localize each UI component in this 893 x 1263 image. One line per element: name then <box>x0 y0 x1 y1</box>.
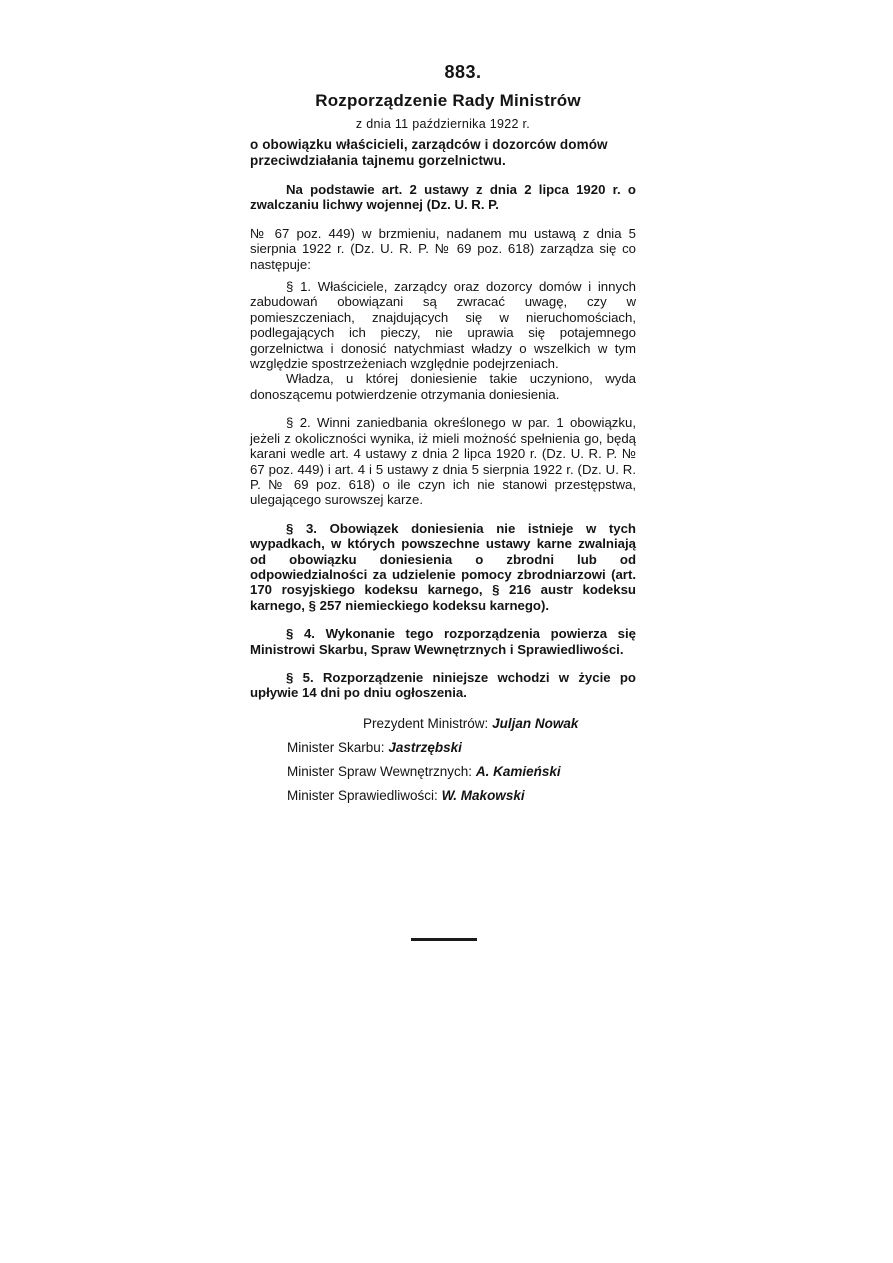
section-1-paragraph-2: Władza, u której doniesienie takie uczyniono, wyda donoszącemu potwierdzenie otrzymania doniesienia. <box>250 371 636 402</box>
signature-role: Minister Sprawiedliwości: <box>287 787 438 803</box>
signature-name: Jastrzębski <box>388 739 462 755</box>
signature-role: Minister Skarbu: <box>287 739 385 755</box>
signature-minister-interior <box>250 763 636 780</box>
document-page <box>250 62 636 811</box>
section-1-paragraph-1: § 1. Właściciele, zarządcy oraz dozorcy domów i innych zabudowań obowiązani są zwracać uwagę, czy w pomieszczeniach, znajdujących się w nieruchomościach, podlegających ich pieczy, nie uprawia się potajemnego gorzelnictwa i donosić natychmiast władzy o wszelkich w tym względzie spostrzeżeniach względnie podejrzeniach. <box>250 279 636 372</box>
section-2-paragraph: § 2. Winni zaniedbania określonego w par. 1 obowiązku, jeżeli z okoliczności wynika, iż mieli możność spełnienia go, będą karani wedle art. 4 ustawy z dnia 2 lipca 1920 r. (Dz. U. R. P. № 67 poz. 449) i art. 4 i 5 ustawy z dnia 5 sierpnia 1922 r. (Dz. U. R. P. № 69 poz. 618) o ile czyn ich nie stanowi przestępstwa, ulegającego surowszej karze. <box>250 415 636 508</box>
document-subject: o obowiązku właścicieli, zarządców i dozorców domów przeciwdziałania tajnemu gorzelnictwu. <box>250 137 608 168</box>
signatures-block <box>250 715 636 804</box>
document-title: Rozporządzenie Rady Ministrów <box>315 91 581 110</box>
signature-name: A. Kamieński <box>475 763 561 779</box>
signature-prime-minister <box>250 715 636 732</box>
document-number: 883. <box>444 62 482 82</box>
section-5-paragraph: § 5. Rozporządzenie niniejsze wchodzi w życie po upływie 14 dni po dniu ogłoszenia. <box>250 669 636 701</box>
section-4-paragraph: § 4. Wykonanie tego rozporządzenia powierza się Ministrowi Skarbu, Spraw Wewnętrznych i Sprawiedliwości. <box>250 626 636 657</box>
preamble-line-1: Na podstawie art. 2 ustawy z dnia 2 lipca 1920 r. o zwalczaniu lichwy wojennej (Dz. U. R. P. <box>250 182 636 213</box>
document-date: z dnia 11 października 1922 r. <box>355 117 531 131</box>
signature-name: Juljan Nowak <box>492 715 579 731</box>
closing-rule <box>411 938 477 941</box>
signature-minister-treasury <box>250 739 636 756</box>
signature-name: W. Makowski <box>441 787 525 803</box>
signature-minister-justice <box>250 787 636 804</box>
preamble-line-2: № 67 poz. 449) w brzmieniu, nadanem mu ustawą z dnia 5 sierpnia 1922 r. (Dz. U. R. P. № 69 poz. 618) zarządza się co następuje: <box>250 225 636 272</box>
signature-role: Prezydent Ministrów: <box>363 715 489 731</box>
signature-role: Minister Spraw Wewnętrznych: <box>287 763 473 779</box>
section-3-paragraph: § 3. Obowiązek doniesienia nie istnieje w tych wypadkach, w których powszechne ustawy karne zwalniają od obowiązku doniesienia o zbrodni lub od odpowiedzialności za udzielenie pomocy zbrodniarzowi (art. 170 rosyjskiego kodeksu karnego, § 216 austr kodeksu karnego, § 257 niemieckiego kodeksu karnego). <box>250 520 636 613</box>
